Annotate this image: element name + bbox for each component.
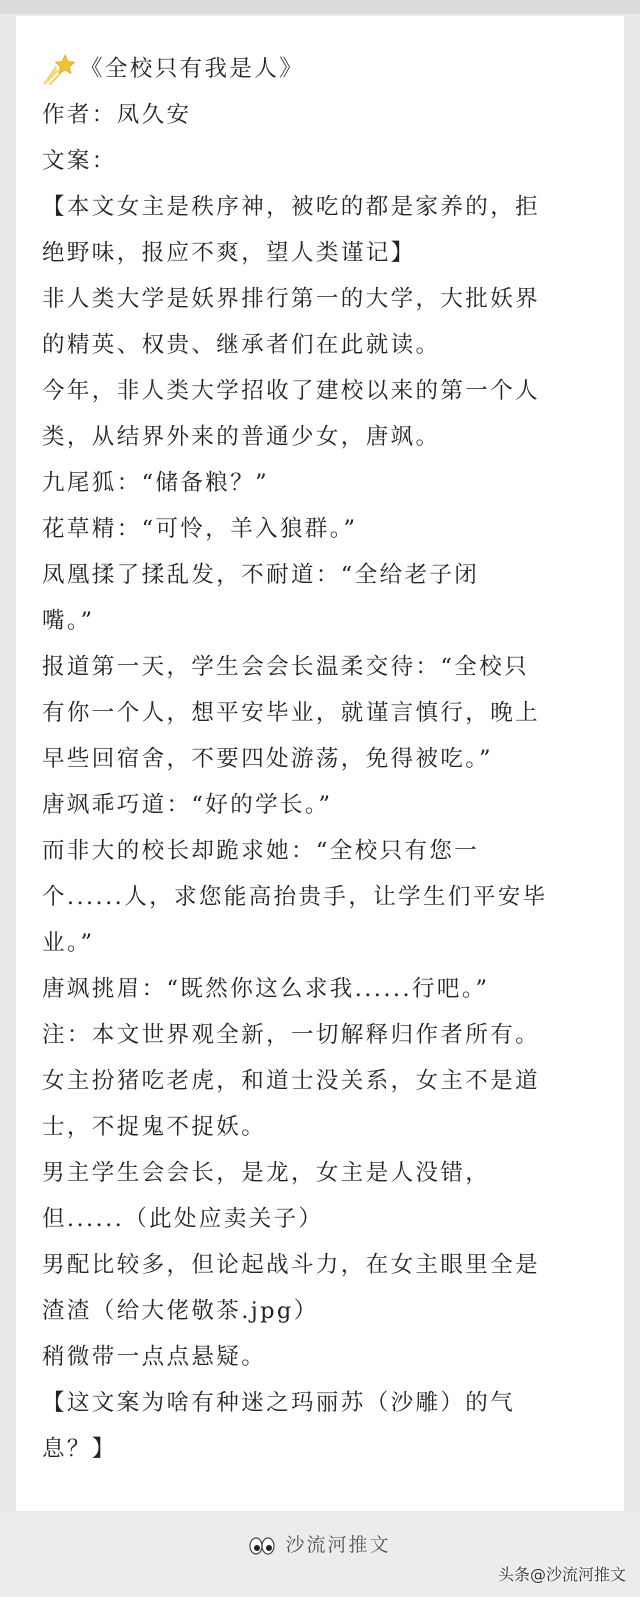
document-title: 《全校只有我是人》 (80, 56, 305, 82)
text-line: 但......（此处应卖关子） (42, 1206, 324, 1232)
text-line: 嘴。” (42, 608, 95, 634)
text-line: 女主扮猪吃老虎，和道士没关系，女主不是道 (42, 1068, 541, 1094)
text-line: 早些回宿舍，不要四处游荡，免得被吃。” (42, 746, 493, 772)
text-line: 文案： (42, 148, 117, 174)
text-line: 注：本文世界观全新，一切解释归作者所有。 (42, 1022, 541, 1048)
text-line: 唐飒乖巧道：“好的学长。” (42, 792, 333, 818)
text-line: 男配比较多，但论起战斗力，在女主眼里全是 (42, 1252, 541, 1278)
text-line: 【这文案为啥有种迷之玛丽苏（沙雕）的气 (42, 1390, 516, 1416)
text-line: 【本文女主是秩序神，被吃的都是家养的，拒 (42, 194, 541, 220)
text-line: 而非大的校长却跪求她：“全校只有您一 (42, 838, 480, 864)
text-line: 绝野味，报应不爽，望人类谨记】 (42, 240, 416, 266)
text-line: 稍微带一点点悬疑。 (42, 1344, 267, 1370)
text-line: 凤凰揉了揉乱发，不耐道：“全给老子闭 (42, 562, 480, 588)
text-line: 个......人，求您能高抬贵手，让学生们平安毕 (42, 884, 548, 910)
text-line: 作者：凤久安 (42, 102, 192, 128)
text-line: 士，不捉鬼不捉妖。 (42, 1114, 267, 1140)
text-line: 业。” (42, 930, 95, 956)
text-line: 类，从结界外来的普通少女，唐飒。 (42, 424, 441, 450)
top-strip (0, 0, 640, 14)
shooting-star-icon (42, 52, 76, 86)
eyes-icon (249, 1537, 275, 1555)
text-line: 今年，非人类大学招收了建校以来的第一个人 (42, 378, 541, 404)
title-row (42, 46, 596, 92)
text-line: 的精英、权贵、继承者们在此就读。 (42, 332, 441, 358)
footer (0, 1512, 640, 1597)
text-line: 九尾狐：“储备粮？” (42, 470, 270, 496)
text-line: 有你一个人，想平安毕业，就谨言慎行，晚上 (42, 700, 541, 726)
signature (0, 1530, 640, 1557)
text-line: 息？】 (42, 1436, 117, 1462)
watermark: 头条@沙流河推文 (497, 1565, 626, 1584)
signature-text: 沙流河推文 (285, 1534, 391, 1556)
text-line: 花草精：“可怜，羊入狼群。” (42, 516, 358, 542)
body-text (42, 92, 596, 1472)
text-line: 渣渣（给大佬敬茶.jpg） (42, 1298, 319, 1324)
text-line: 非人类大学是妖界排行第一的大学，大批妖界 (42, 286, 541, 312)
text-line: 报道第一天，学生会会长温柔交待：“全校只 (42, 654, 530, 680)
text-line: 男主学生会会长，是龙，女主是人没错， (42, 1160, 491, 1186)
text-line: 唐飒挑眉：“既然你这么求我......行吧。” (42, 976, 490, 1002)
text-card (16, 16, 624, 1511)
